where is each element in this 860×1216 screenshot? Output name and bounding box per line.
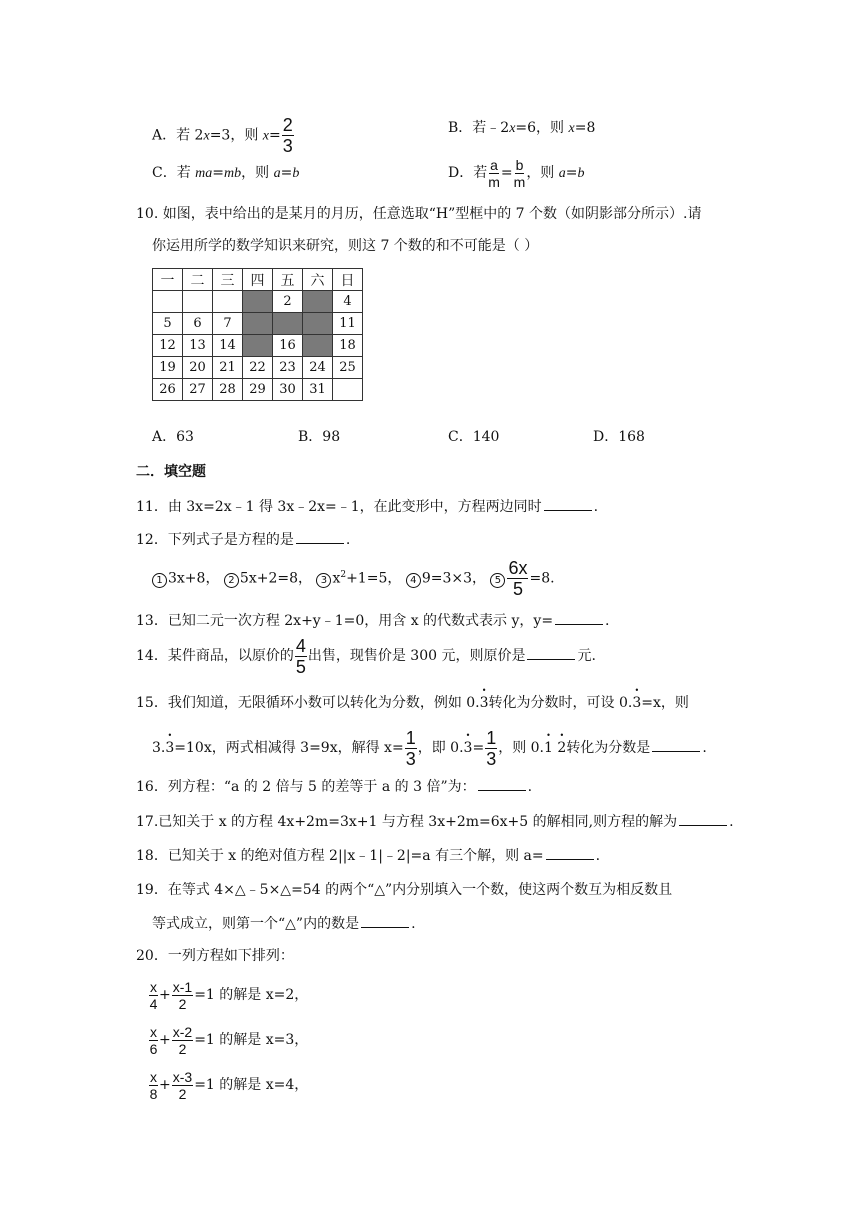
calendar-cell-shaded <box>303 291 333 313</box>
calendar-table <box>152 268 363 401</box>
calendar-cell: 11 <box>333 313 363 335</box>
calendar-cell: 26 <box>153 379 183 401</box>
calendar-cell: 25 <box>333 357 363 379</box>
calendar-header: 一 <box>153 269 183 291</box>
fraction: $\frac{4}{5}$ <box>295 635 306 677</box>
repeating-digit: • 1 <box>544 728 553 768</box>
answer-blank[interactable] <box>546 845 594 860</box>
answer-blank[interactable] <box>555 610 603 625</box>
fraction: $\frac{6x}{5}$ <box>508 558 528 600</box>
calendar-cell: 21 <box>213 357 243 379</box>
calendar-cell: 13 <box>183 335 213 357</box>
fraction: $\frac{b}{m}$ <box>513 156 526 190</box>
q20-equation: $\frac{x}{6}$ + $\frac{x-2}{2}$ =1 的解是 x=3， <box>149 1023 309 1057</box>
repeating-digit: • 3 <box>464 728 473 768</box>
calendar-cell-shaded <box>273 313 303 335</box>
calendar-header: 六 <box>303 269 333 291</box>
calendar-header: 四 <box>243 269 273 291</box>
q9-option-b: B．若﹣2x=6，则 x=8 <box>448 120 596 136</box>
calendar-cell: 20 <box>183 357 213 379</box>
calendar-cell: 6 <box>183 313 213 335</box>
calendar-cell: 18 <box>333 335 363 357</box>
answer-blank[interactable] <box>527 645 575 660</box>
calendar-cell <box>153 291 183 313</box>
q18: 18．已知关于 x 的绝对值方程 2||x﹣1|﹣2|=a 有三个解，则 a= . <box>136 845 600 866</box>
q12-items: 1 3x+8， 2 5x+2=8， 3 $x^2+1=5$， 4 9=3×3， 5 $\frac{6x}{5}$ =8. <box>152 556 555 598</box>
calendar-cell <box>333 379 363 401</box>
q20-equation: $\frac{x}{4}$ + $\frac{x-1}{2}$ =1 的解是 x=2， <box>149 978 309 1012</box>
q15-line1: 15．我们知道，无限循环小数可以转化为分数，例如 0.• 3转化为分数时，可设 0.• 3=x，则 <box>136 693 689 713</box>
q20-intro: 20．一列方程如下排列： <box>136 948 294 964</box>
calendar-cell: 29 <box>243 379 273 401</box>
calendar-cell: 31 <box>303 379 333 401</box>
calendar-cell: 27 <box>183 379 213 401</box>
q14: 14．某件商品，以原价的 $\frac{4}{5}$ 出售，现售价是 300 元，则原价是 元. <box>136 635 596 677</box>
calendar-row <box>153 313 363 335</box>
calendar-cell <box>183 291 213 313</box>
calendar-cell-shaded <box>303 313 333 335</box>
fraction: $\frac{x-3}{2}$ <box>172 1068 193 1102</box>
q10-option-a: A．63 <box>152 429 194 445</box>
fraction: $\frac{1}{3}$ <box>405 727 416 769</box>
repeating-digit: • 2 <box>557 728 566 768</box>
calendar-cell: 23 <box>273 357 303 379</box>
calendar-cell-shaded <box>243 291 273 313</box>
fraction: $\frac{1}{3}$ <box>486 727 497 769</box>
fraction: $\frac{x-1}{2}$ <box>172 978 193 1012</box>
answer-blank[interactable] <box>361 913 409 928</box>
circled-number: 5 <box>490 573 505 588</box>
circled-number: 2 <box>224 573 239 588</box>
q17: 17.已知关于 x 的方程 4x+2m=3x+1 与方程 3x+2m=6x+5 的解相同,则方程的解为 . <box>136 811 734 832</box>
q10-option-d: D．168 <box>593 429 645 445</box>
calendar-header: 三 <box>213 269 243 291</box>
calendar-cell: 12 <box>153 335 183 357</box>
circled-number: 1 <box>152 573 167 588</box>
circled-number: 4 <box>406 573 421 588</box>
answer-blank[interactable] <box>478 776 526 791</box>
calendar-header: 五 <box>273 269 303 291</box>
answer-blank[interactable] <box>296 529 344 544</box>
calendar-cell-shaded <box>243 335 273 357</box>
repeating-digit: • 3 <box>165 728 174 768</box>
calendar-cell: 2 <box>273 291 303 313</box>
fraction: $\frac{x}{4}$ <box>149 978 158 1012</box>
calendar-row <box>153 357 363 379</box>
repeating-digit: • 3 <box>632 693 641 713</box>
calendar-header: 日 <box>333 269 363 291</box>
q15-line2: 3.• 3=10x，两式相减得 3=9x，解得 x= $\frac{1}{3}$ ，即 0.• 3= $\frac{1}{3}$ ，则 0.• 1 • 2转化为分数是 . <box>152 728 707 768</box>
q10-option-c: C．140 <box>448 429 500 445</box>
q9-option-c: C．若 ma=mb，则 a=b <box>152 165 300 181</box>
fraction: $\frac{a}{m}$ <box>488 156 500 190</box>
q12: 12．下列式子是方程的是 . <box>136 529 350 550</box>
answer-blank[interactable] <box>544 496 592 511</box>
q20-equation: $\frac{x}{8}$ + $\frac{x-3}{2}$ =1 的解是 x=4， <box>149 1068 309 1102</box>
calendar-row <box>153 335 363 357</box>
calendar-row <box>153 291 363 313</box>
calendar-cell <box>213 291 243 313</box>
calendar-cell: 5 <box>153 313 183 335</box>
answer-blank[interactable] <box>652 737 700 752</box>
calendar-cell: 22 <box>243 357 273 379</box>
calendar-cell: 24 <box>303 357 333 379</box>
calendar-cell: 19 <box>153 357 183 379</box>
q10-line1: 10. 如图，表中给出的是某月的月历，任意选取“H”型框中的 7 个数（如阴影部分所示）.请 <box>136 206 702 222</box>
calendar-cell: 30 <box>273 379 303 401</box>
answer-blank[interactable] <box>679 811 727 826</box>
q19-line1: 19．在等式 4×△﹣5×△=54 的两个“△”内分别填入一个数，使这两个数互为相反数且 <box>136 882 673 898</box>
q19-line2: 等式成立，则第一个“△”内的数是 . <box>152 913 416 934</box>
calendar-cell: 14 <box>213 335 243 357</box>
repeating-digit: • 3 <box>480 693 489 713</box>
fraction: $\frac{x}{8}$ <box>149 1068 158 1102</box>
calendar-cell: 7 <box>213 313 243 335</box>
calendar-header-row <box>153 269 363 291</box>
q10-line2: 你运用所学的数学知识来研究，则这 7 个数的和不可能是（ ） <box>152 238 539 254</box>
calendar-cell: 16 <box>273 335 303 357</box>
calendar-row <box>153 379 363 401</box>
calendar-cell: 28 <box>213 379 243 401</box>
calendar-cell-shaded <box>243 313 273 335</box>
fraction: $\frac{x}{6}$ <box>149 1023 158 1057</box>
q9-option-a: A．若 2x=3，则 x= $\frac{2}{3}$ <box>152 115 293 156</box>
q10-option-b: B．98 <box>298 429 341 445</box>
calendar-header: 二 <box>183 269 213 291</box>
q9-option-d: D．若 $\frac{a}{m}$ = $\frac{b}{m}$ ，则 a=b <box>448 156 585 190</box>
section-heading: 二．填空题 <box>136 464 206 480</box>
q16: 16．列方程：“a 的 2 倍与 5 的差等于 a 的 3 倍”为： . <box>136 776 532 797</box>
calendar-cell: 4 <box>333 291 363 313</box>
fraction: $\frac{2}{3}$ <box>282 115 293 156</box>
circled-number: 3 <box>316 573 331 588</box>
q11: 11．由 3x=2x﹣1 得 3x﹣2x=﹣1，在此变形中，方程两边同时 . <box>136 496 598 517</box>
calendar-cell-shaded <box>303 335 333 357</box>
fraction: $\frac{x-2}{2}$ <box>172 1023 193 1057</box>
q13: 13．已知二元一次方程 2x+y﹣1=0，用含 x 的代数式表示 y，y= . <box>136 610 610 631</box>
